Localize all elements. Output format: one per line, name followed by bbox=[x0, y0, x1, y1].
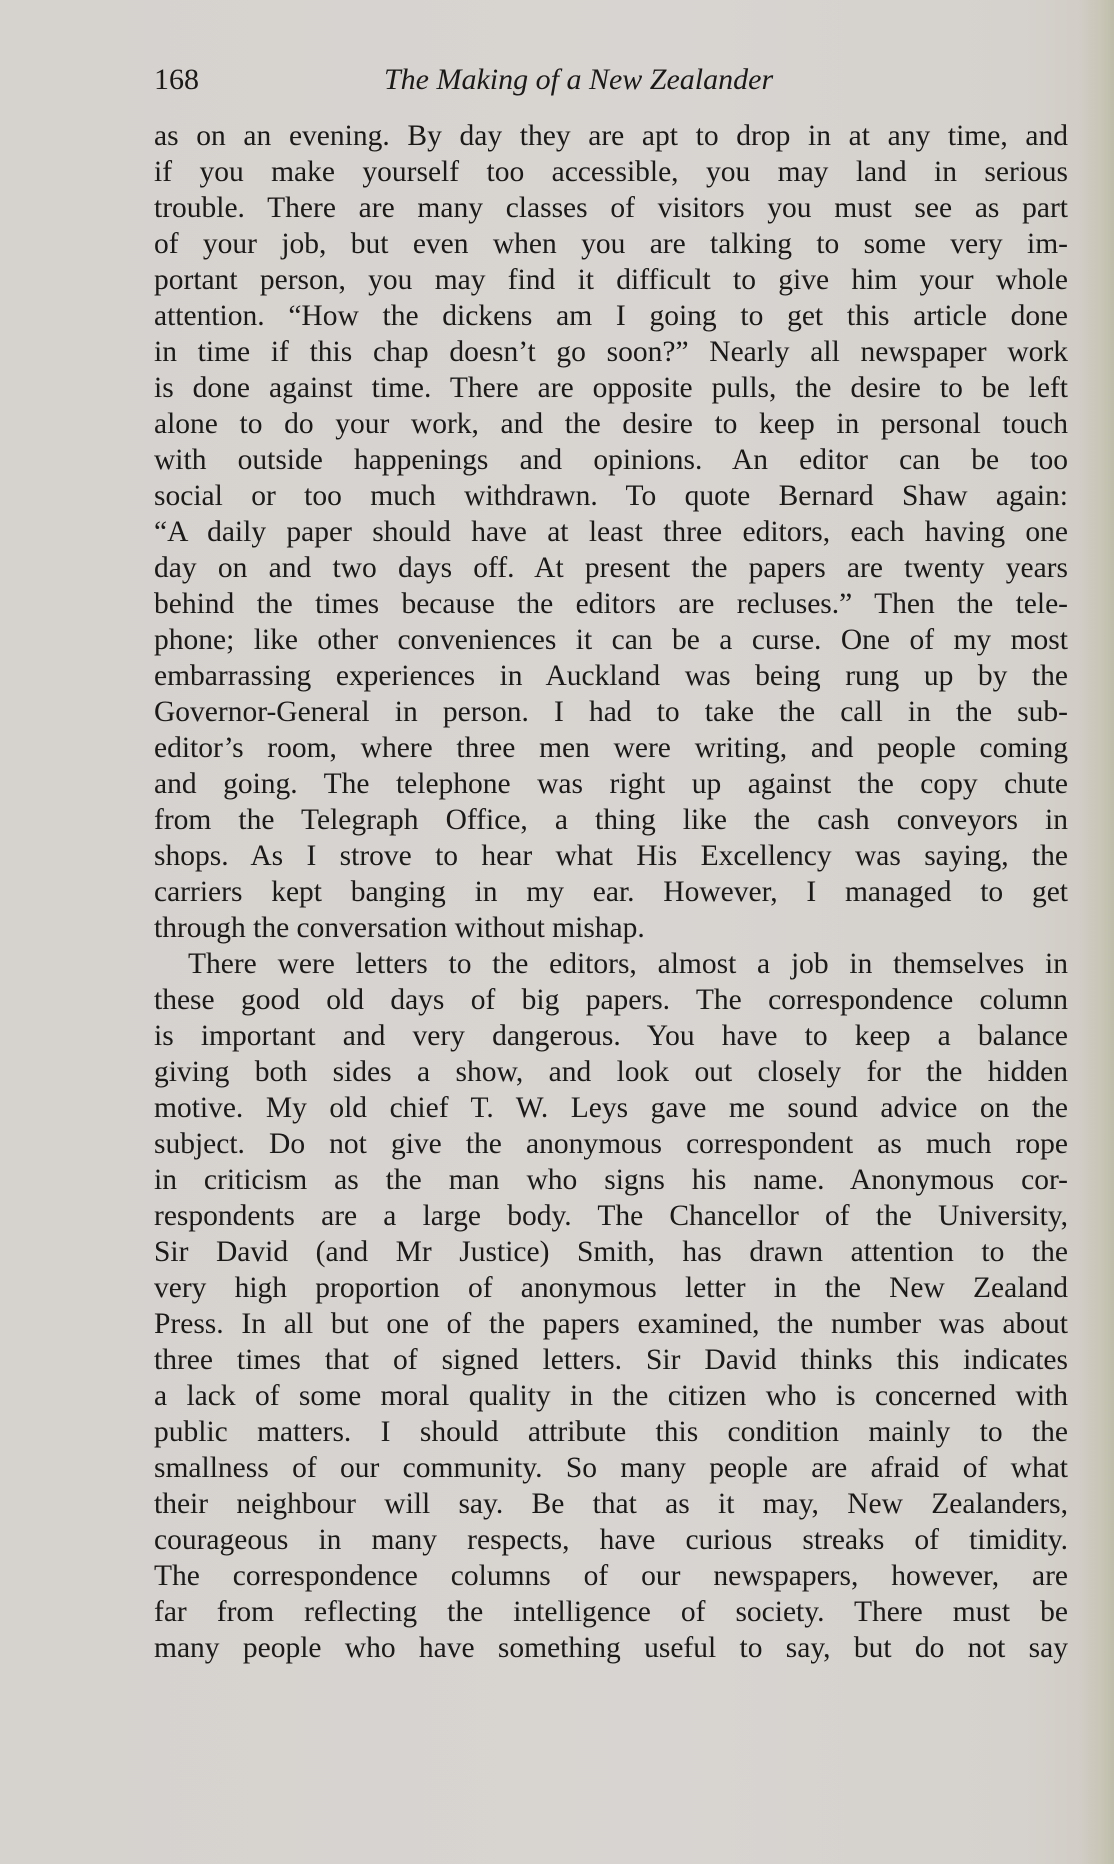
text-line: phone; like other conveniences it can be a curse. One of my most bbox=[154, 624, 1068, 656]
text-line: There were letters to the editors, almost a job in themselves in bbox=[188, 948, 1068, 980]
text-line: subject. Do not give the anonymous correspondent as much rope bbox=[154, 1128, 1068, 1160]
text-line: carriers kept banging in my ear. However, I managed to get bbox=[154, 876, 1068, 908]
text-line: Press. In all but one of the papers examined, the number was about bbox=[154, 1308, 1068, 1340]
text-line: far from reflecting the intelligence of society. There must be bbox=[154, 1596, 1068, 1628]
text-line: giving both sides a show, and look out closely for the hidden bbox=[154, 1056, 1068, 1088]
text-line: public matters. I should attribute this condition mainly to the bbox=[154, 1416, 1068, 1448]
text-line: social or too much withdrawn. To quote Bernard Shaw again: bbox=[154, 480, 1068, 512]
text-line: Governor-General in person. I had to take the call in the sub- bbox=[154, 696, 1068, 728]
text-line: with outside happenings and opinions. An editor can be too bbox=[154, 444, 1068, 476]
body-text bbox=[154, 118, 1068, 1666]
text-line: alone to do your work, and the desire to keep in personal touch bbox=[154, 408, 1068, 440]
text-line: through the conversation without mishap. bbox=[154, 912, 645, 944]
text-line: smallness of our community. So many people are afraid of what bbox=[154, 1452, 1068, 1484]
text-line: many people who have something useful to say, but do not say bbox=[154, 1632, 1068, 1664]
text-line: The correspondence columns of our newspapers, however, are bbox=[154, 1560, 1068, 1592]
text-line: of your job, but even when you are talking to some very im- bbox=[154, 228, 1068, 260]
text-line: embarrassing experiences in Auckland was being rung up by the bbox=[154, 660, 1068, 692]
text-line: Sir David (and Mr Justice) Smith, has drawn attention to the bbox=[154, 1236, 1068, 1268]
text-line: attention. “How the dickens am I going to get this article done bbox=[154, 300, 1068, 332]
text-line: behind the times because the editors are recluses.” Then the tele- bbox=[154, 588, 1068, 620]
text-line: day on and two days off. At present the papers are twenty years bbox=[154, 552, 1068, 584]
text-line: in criticism as the man who signs his name. Anonymous cor- bbox=[154, 1164, 1068, 1196]
text-line: a lack of some moral quality in the citizen who is concerned with bbox=[154, 1380, 1068, 1412]
text-line: these good old days of big papers. The correspondence column bbox=[154, 984, 1068, 1016]
text-line: portant person, you may find it difficult to give him your whole bbox=[154, 264, 1068, 296]
running-head bbox=[154, 58, 1074, 102]
text-line: is important and very dangerous. You have to keep a balance bbox=[154, 1020, 1068, 1052]
text-line: trouble. There are many classes of visitors you must see as part bbox=[154, 192, 1068, 224]
text-line: three times that of signed letters. Sir David thinks this indicates bbox=[154, 1344, 1068, 1376]
text-line: in time if this chap doesn’t go soon?” Nearly all newspaper work bbox=[154, 336, 1068, 368]
text-line: shops. As I strove to hear what His Excellency was saying, the bbox=[154, 840, 1068, 872]
page-number: 168 bbox=[154, 63, 199, 96]
text-line: editor’s room, where three men were writing, and people coming bbox=[154, 732, 1068, 764]
text-line: courageous in many respects, have curious streaks of timidity. bbox=[154, 1524, 1068, 1556]
page-edge-shadow bbox=[1080, 0, 1114, 1864]
text-line: their neighbour will say. Be that as it may, New Zealanders, bbox=[154, 1488, 1068, 1520]
text-line: and going. The telephone was right up against the copy chute bbox=[154, 768, 1068, 800]
text-line: from the Telegraph Office, a thing like the cash conveyors in bbox=[154, 804, 1068, 836]
text-line: as on an evening. By day they are apt to drop in at any time, and bbox=[154, 120, 1068, 152]
text-line: motive. My old chief T. W. Leys gave me sound advice on the bbox=[154, 1092, 1068, 1124]
text-line: “A daily paper should have at least three editors, each having one bbox=[154, 516, 1068, 548]
text-line: if you make yourself too accessible, you may land in serious bbox=[154, 156, 1068, 188]
text-line: very high proportion of anonymous letter in the New Zealand bbox=[154, 1272, 1068, 1304]
book-title: The Making of a New Zealander bbox=[384, 63, 774, 96]
text-line: respondents are a large body. The Chancellor of the University, bbox=[154, 1200, 1068, 1232]
text-line: is done against time. There are opposite pulls, the desire to be left bbox=[154, 372, 1068, 404]
